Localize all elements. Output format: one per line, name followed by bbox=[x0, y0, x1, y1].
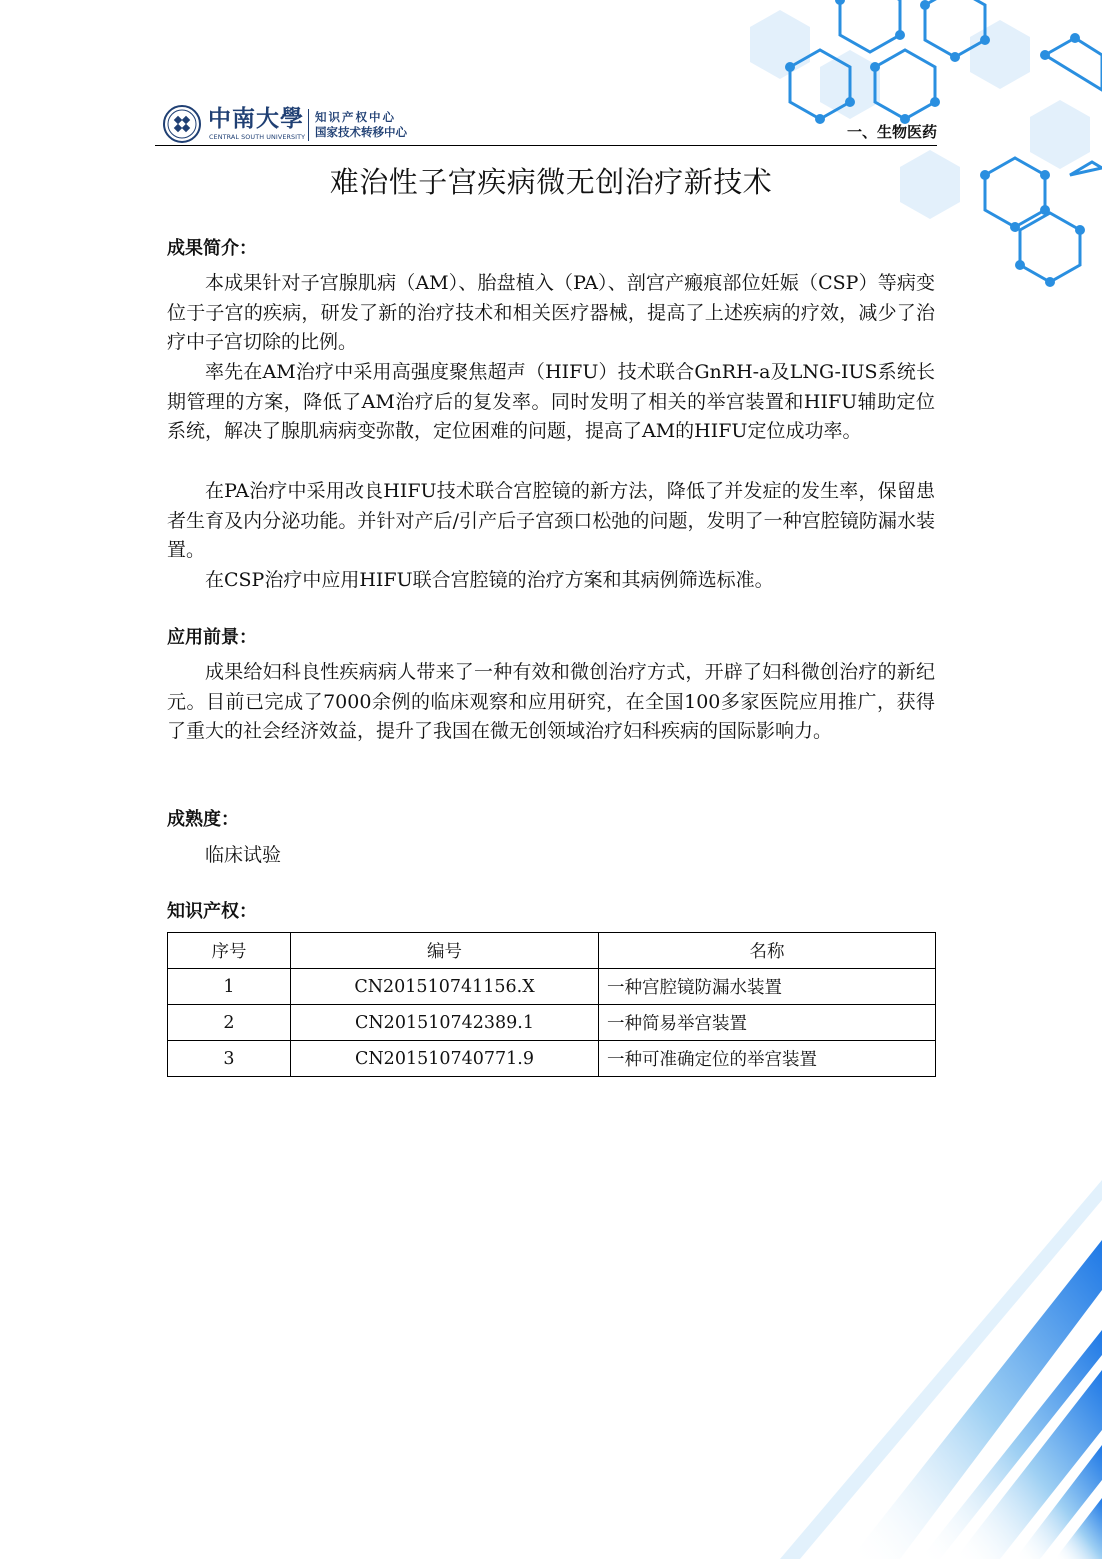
table-row bbox=[168, 969, 936, 1005]
cell-patent-name: 一种宫腔镜防漏水装置 bbox=[599, 969, 936, 1005]
summary-paragraph: 在PA治疗中采用改良HIFU技术联合宫腔镜的新方法，降低了并发症的发生率，保留患者生育及内分泌功能。并针对产后/引产后子宫颈口松弛的问题，发明了一种宫腔镜防漏水装置。 bbox=[167, 480, 935, 561]
university-logo bbox=[163, 105, 423, 145]
cell-patent-number: CN201510741156.X bbox=[291, 969, 599, 1005]
university-name-cn: 中南大學 bbox=[208, 105, 304, 132]
maturity-heading: 成熟度： bbox=[167, 809, 239, 830]
cell-patent-name: 一种可准确定位的举宫装置 bbox=[599, 1041, 936, 1077]
ip-table bbox=[167, 932, 936, 1077]
cell-patent-number: CN201510740771.9 bbox=[291, 1041, 599, 1077]
table-row bbox=[168, 1041, 936, 1077]
document-title: 难治性子宫疾病微无创治疗新技术 bbox=[329, 165, 773, 199]
section-label: 一、生物医药 bbox=[846, 123, 937, 141]
prospect-heading: 应用前景： bbox=[167, 627, 257, 648]
maturity-value: 临床试验 bbox=[205, 844, 282, 866]
university-emblem-icon bbox=[163, 105, 201, 143]
cell-patent-name: 一种简易举宫装置 bbox=[599, 1005, 936, 1041]
ip-center-name: 知识产权中心 bbox=[315, 110, 396, 124]
column-header-name: 名称 bbox=[599, 933, 936, 969]
column-header-number: 编号 bbox=[291, 933, 599, 969]
university-name-en: CENTRAL SOUTH UNIVERSITY bbox=[209, 133, 306, 141]
table-header-row bbox=[168, 933, 936, 969]
table-row bbox=[168, 1005, 936, 1041]
summary-paragraph: 率先在AM治疗中采用高强度聚焦超声（HIFU）技术联合GnRH-a及LNG-IUS系统长期管理的方案，降低了AM治疗后的复发率。同时发明了相关的举宫装置和HIFU辅助定位系统，解决了腺肌病病变弥散，定位困难的问题，提高了AM的HIFU定位成功率。 bbox=[167, 361, 935, 442]
cell-index: 2 bbox=[168, 1005, 291, 1041]
tech-transfer-center-name: 国家技术转移中心 bbox=[315, 125, 407, 139]
cell-index: 3 bbox=[168, 1041, 291, 1077]
diagonal-stripe-decoration bbox=[780, 1180, 1102, 1559]
ip-heading: 知识产权： bbox=[167, 901, 257, 922]
column-header-index: 序号 bbox=[168, 933, 291, 969]
cell-patent-number: CN201510742389.1 bbox=[291, 1005, 599, 1041]
header-divider bbox=[155, 145, 937, 146]
logo-divider bbox=[308, 109, 309, 141]
summary-paragraph: 在CSP治疗中应用HIFU联合宫腔镜的治疗方案和其病例筛选标准。 bbox=[205, 569, 774, 591]
prospect-paragraph: 成果给妇科良性疾病病人带来了一种有效和微创治疗方式，开辟了妇科微创治疗的新纪元。目前已完成了7000余例的临床观察和应用研究，在全国100多家医院应用推广，获得了重大的社会经济效益，提升了我国在微无创领域治疗妇科疾病的国际影响力。 bbox=[167, 661, 935, 742]
summary-paragraph: 本成果针对子宫腺肌病（AM）、胎盘植入（PA）、剖宫产瘢痕部位妊娠（CSP）等病变位于子宫的疾病，研发了新的治疗技术和相关医疗器械，提高了上述疾病的疗效，减少了治疗中子宫切除的比例。 bbox=[167, 272, 935, 353]
cell-index: 1 bbox=[168, 969, 291, 1005]
summary-heading: 成果简介： bbox=[167, 238, 257, 259]
